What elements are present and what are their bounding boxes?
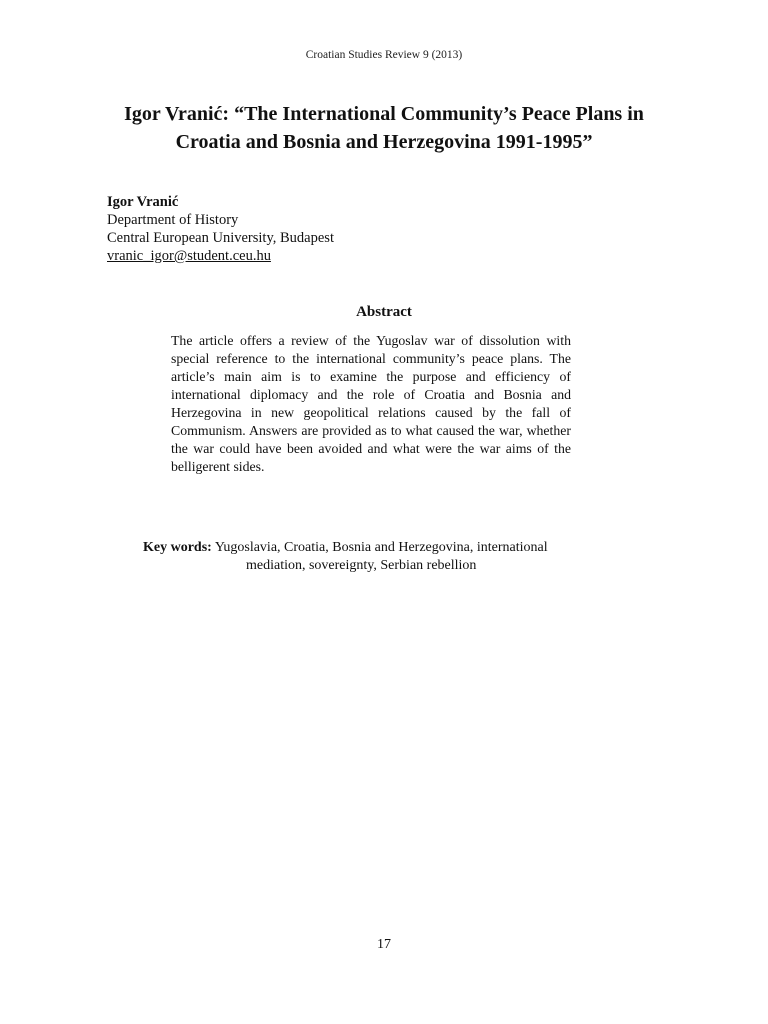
running-header: Croatian Studies Review 9 (2013) <box>305 49 463 61</box>
author-email-link[interactable]: vranic_igor@student.ceu.hu <box>107 248 271 264</box>
abstract-body: The article offers a review of the Yugoslav war of dissolution with special reference to the international community’s peace plans. The article’s main aim is to examine the purpose and efficiency of international diplomacy and the role of Croatia and Bosnia and Herzegovina in new geopolitical relations caused by the fall of Communism. Answers are provided as to what caused the war, whether the war could have been avoided and what were the war aims of the belligerent sides. <box>171 333 571 474</box>
title-line-1: Igor Vranić: “The International Community’s Peace Plans in <box>124 103 644 125</box>
author-name: Igor Vranić <box>107 194 179 210</box>
author-institution: Central European University, Budapest <box>107 230 334 246</box>
keywords-label: Key words: <box>143 540 212 555</box>
keywords <box>143 539 643 575</box>
page-number: 17 <box>377 937 391 952</box>
title-line-2: Croatia and Bosnia and Herzegovina 1991-1995” <box>175 131 593 153</box>
author-department: Department of History <box>107 212 239 228</box>
abstract-heading: Abstract <box>356 304 412 320</box>
article-title <box>60 100 708 156</box>
keywords-line-2: mediation, sovereignty, Serbian rebellion <box>246 558 477 573</box>
keywords-line-1: Yugoslavia, Croatia, Bosnia and Herzegovina, international <box>214 540 548 555</box>
author-block <box>107 193 507 265</box>
